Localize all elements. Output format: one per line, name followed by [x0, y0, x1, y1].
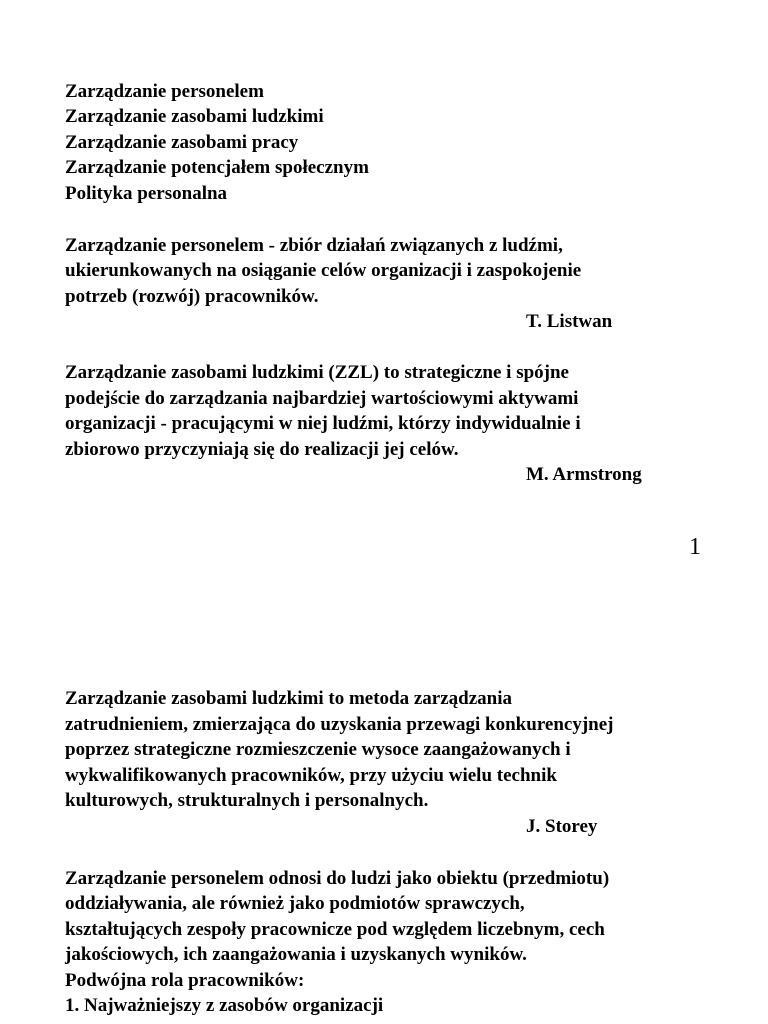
definition-line: zbiorowo przyczyniają się do realizacji jej celów. [65, 439, 459, 460]
definition-line: ukierunkowanych na osiąganie celów organizacji i zaspokojenie [65, 260, 582, 281]
citation-author: J. Storey [526, 816, 598, 837]
definition-line: Zarządzanie zasobami ludzkimi to metoda zarządzania [65, 688, 512, 709]
term-line: Zarządzanie personelem [65, 81, 264, 102]
definition-line: potrzeb (rozwój) pracowników. [65, 286, 319, 307]
definition-line: poprzez strategiczne rozmieszczenie wysoce zaangażowanych i [65, 739, 571, 760]
definition-line: zatrudnieniem, zmierzająca do uzyskania przewagi konkurencyjnej [65, 714, 614, 735]
definition-line: Zarządzanie personelem odnosi do ludzi jako obiektu (przedmiotu) [65, 868, 610, 889]
definition-line: 1. Najważniejszy z zasobów organizacji [65, 995, 384, 1016]
term-line: Zarządzanie zasobami pracy [65, 132, 299, 153]
definition-line: wykwalifikowanych pracowników, przy użyciu wielu technik [65, 765, 557, 786]
page-number: 1 [689, 534, 701, 560]
definition-line: Podwójna rola pracowników: [65, 970, 305, 991]
definition-line: podejście do zarządzania najbardziej wartościowymi aktywami [65, 388, 579, 409]
term-line: Zarządzanie zasobami ludzkimi [65, 106, 324, 127]
citation-author: M. Armstrong [526, 464, 642, 485]
definition-line: Zarządzanie personelem - zbiór działań związanych z ludźmi, [65, 235, 563, 256]
definition-line: organizacji - pracującymi w niej ludźmi, którzy indywidualnie i [65, 413, 581, 434]
definition-line: jakościowych, ich zaangażowania i uzyskanych wyników. [65, 944, 527, 965]
term-line: Polityka personalna [65, 183, 228, 204]
definition-line: kulturowych, strukturalnych i personalnych. [65, 790, 429, 811]
definition-line: oddziaływania, ale również jako podmiotów sprawczych, [65, 893, 525, 914]
citation-author: T. Listwan [526, 311, 613, 332]
definition-line: Zarządzanie zasobami ludzkimi (ZZL) to strategiczne i spójne [65, 362, 569, 383]
term-line: Zarządzanie potencjałem społecznym [65, 157, 369, 178]
definition-line: kształtujących zespoły pracownicze pod względem liczebnym, cech [65, 919, 605, 940]
